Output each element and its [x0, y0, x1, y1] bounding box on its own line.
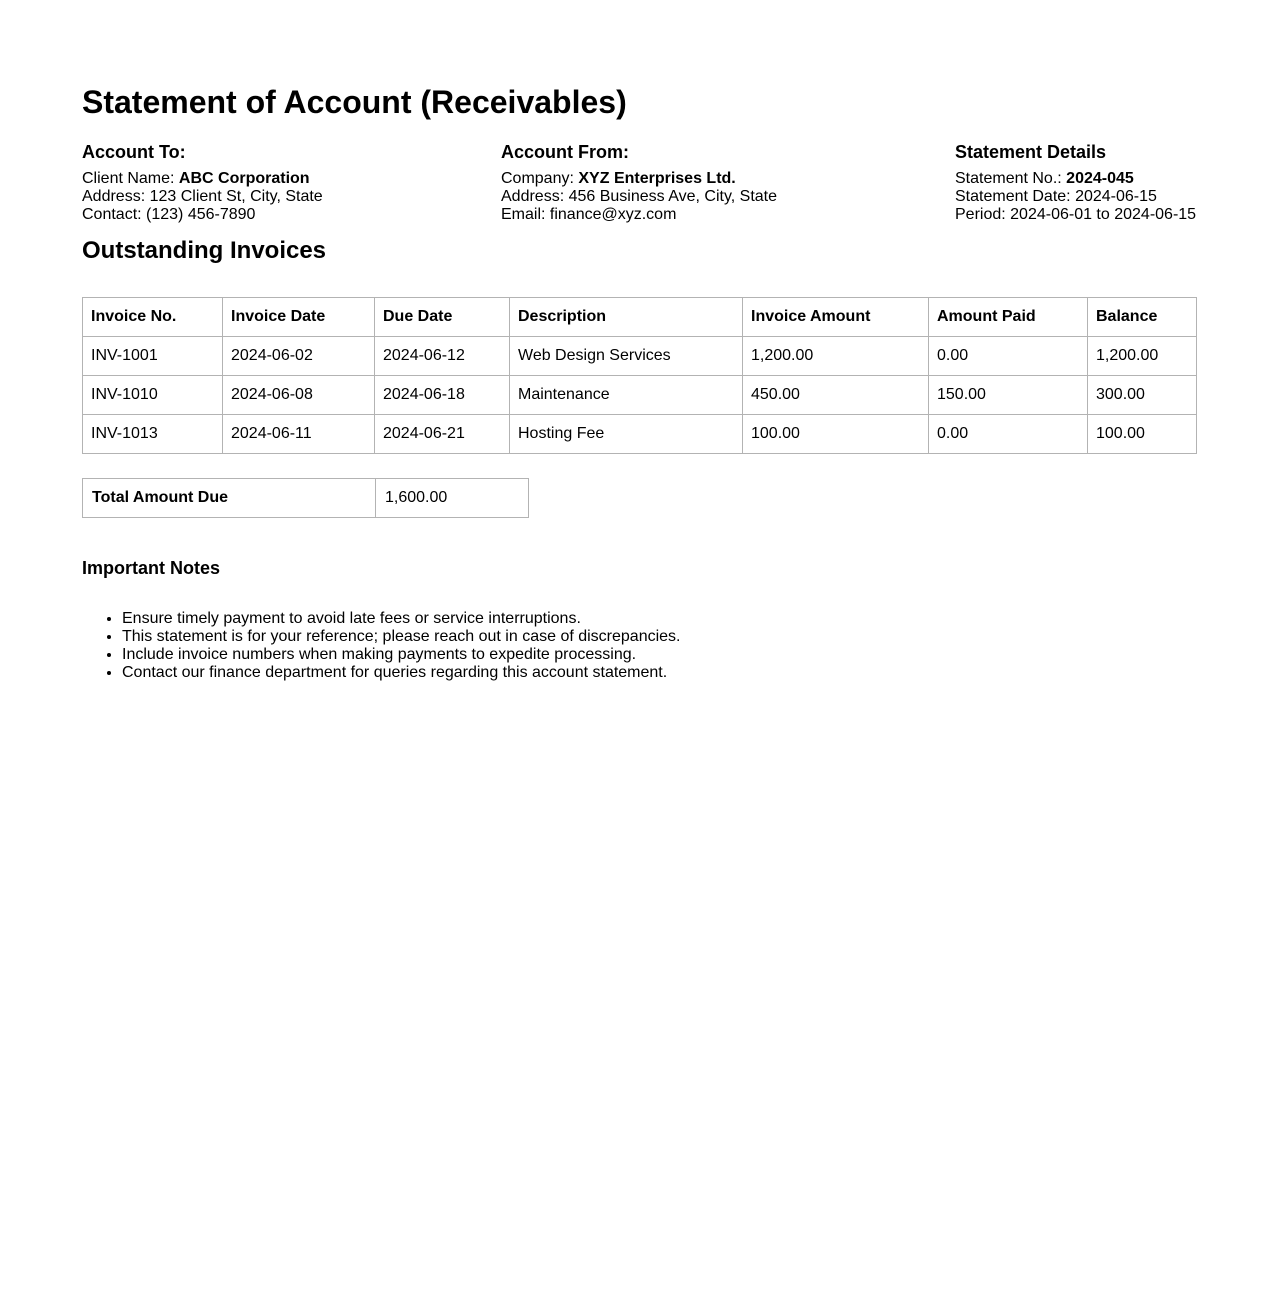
- list-item: • Ensure timely payment to avoid late fees or service interruptions.: [122, 610, 681, 628]
- list-item: • This statement is for your reference; please reach out in case of discrepancies.: [122, 628, 681, 646]
- total-row: [83, 479, 529, 518]
- cell-due-date: 2024-06-12: [375, 337, 510, 376]
- cell-amount-paid: 0.00: [929, 337, 1088, 376]
- client-name-line: [82, 170, 323, 188]
- company-line: [501, 170, 777, 188]
- cell-balance: 300.00: [1088, 376, 1197, 415]
- outstanding-invoices-heading: Outstanding Invoices: [82, 237, 327, 264]
- cell-due-date: 2024-06-21: [375, 415, 510, 454]
- cell-balance: 100.00: [1088, 415, 1197, 454]
- notes-list: [82, 610, 681, 682]
- cell-description: Web Design Services: [510, 337, 743, 376]
- client-name-label: Client Name:: [82, 170, 179, 187]
- account-to-heading: Account To:: [82, 142, 186, 162]
- cell-invoice-no: INV-1010: [83, 376, 223, 415]
- cell-invoice-date: 2024-06-02: [223, 337, 375, 376]
- statement-number-line: [955, 170, 1196, 188]
- statement-details-section: [955, 143, 1196, 224]
- company-email: Email: finance@xyz.com: [501, 206, 677, 223]
- table-row: [83, 376, 1197, 415]
- list-item: • Contact our finance department for queries regarding this account statement.: [122, 664, 681, 682]
- statement-period: Period: 2024-06-01 to 2024-06-15: [955, 206, 1197, 223]
- cell-invoice-amount: 1,200.00: [743, 337, 929, 376]
- account-from-section: [501, 143, 777, 224]
- column-header-invoice-no: Invoice No.: [83, 298, 223, 337]
- cell-amount-paid: 0.00: [929, 415, 1088, 454]
- total-amount-label: Total Amount Due: [83, 479, 376, 518]
- cell-description: Maintenance: [510, 376, 743, 415]
- cell-invoice-amount: 450.00: [743, 376, 929, 415]
- statement-details-heading: Statement Details: [955, 142, 1107, 162]
- statement-number-label: Statement No.:: [955, 170, 1067, 187]
- company-address: Address: 456 Business Ave, City, State: [501, 188, 777, 205]
- client-address: Address: 123 Client St, City, State: [82, 188, 323, 205]
- column-header-description: Description: [510, 298, 743, 337]
- invoice-table: [82, 297, 1197, 454]
- table-row: [83, 337, 1197, 376]
- column-header-invoice-date: Invoice Date: [223, 298, 375, 337]
- cell-invoice-amount: 100.00: [743, 415, 929, 454]
- column-header-due-date: Due Date: [375, 298, 510, 337]
- cell-invoice-date: 2024-06-11: [223, 415, 375, 454]
- cell-invoice-no: INV-1013: [83, 415, 223, 454]
- column-header-balance: Balance: [1088, 298, 1197, 337]
- cell-amount-paid: 150.00: [929, 376, 1088, 415]
- company-value: XYZ Enterprises Ltd.: [578, 170, 736, 187]
- cell-invoice-no: INV-1001: [83, 337, 223, 376]
- table-row: [83, 415, 1197, 454]
- list-item: • Include invoice numbers when making payments to expedite processing.: [122, 646, 681, 664]
- client-name-value: ABC Corporation: [178, 170, 310, 187]
- cell-description: Hosting Fee: [510, 415, 743, 454]
- column-header-invoice-amount: Invoice Amount: [743, 298, 929, 337]
- page-title: Statement of Account (Receivables): [82, 84, 627, 120]
- account-to-section: [82, 143, 323, 224]
- statement-number-value: 2024-045: [1066, 170, 1134, 187]
- client-contact: Contact: (123) 456-7890: [82, 206, 256, 223]
- total-table: [82, 478, 529, 518]
- table-header-row: [83, 298, 1197, 337]
- column-header-amount-paid: Amount Paid: [929, 298, 1088, 337]
- important-notes-heading: Important Notes: [82, 558, 221, 578]
- company-label: Company:: [501, 170, 579, 187]
- statement-date: Statement Date: 2024-06-15: [955, 188, 1157, 205]
- cell-balance: 1,200.00: [1088, 337, 1197, 376]
- cell-invoice-date: 2024-06-08: [223, 376, 375, 415]
- total-amount-value: 1,600.00: [376, 479, 529, 518]
- cell-due-date: 2024-06-18: [375, 376, 510, 415]
- account-from-heading: Account From:: [501, 142, 629, 162]
